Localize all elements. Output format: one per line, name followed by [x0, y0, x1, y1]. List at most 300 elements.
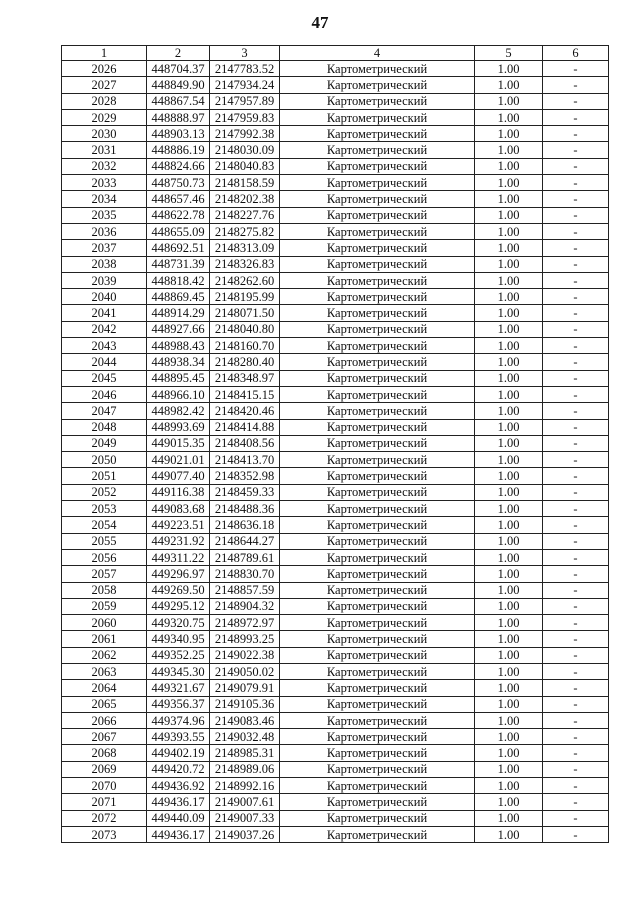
method-cell: Картометрический [280, 761, 475, 777]
method-cell: Картометрический [280, 142, 475, 158]
method-cell: Картометрический [280, 305, 475, 321]
note-cell: - [543, 452, 609, 468]
y-coordinate-cell: 2148415.15 [210, 386, 280, 402]
note-cell: - [543, 549, 609, 565]
method-cell: Картометрический [280, 484, 475, 500]
point-number-cell: 2049 [62, 435, 147, 451]
x-coordinate-cell: 448849.90 [147, 77, 210, 93]
note-cell: - [543, 305, 609, 321]
y-coordinate-cell: 2148488.36 [210, 501, 280, 517]
note-cell: - [543, 419, 609, 435]
table-row [62, 794, 609, 810]
note-cell: - [543, 256, 609, 272]
table-row [62, 77, 609, 93]
accuracy-cell: 1.00 [475, 370, 543, 386]
x-coordinate-cell: 448888.97 [147, 109, 210, 125]
method-cell: Картометрический [280, 77, 475, 93]
accuracy-cell: 1.00 [475, 517, 543, 533]
method-cell: Картометрический [280, 240, 475, 256]
method-cell: Картометрический [280, 175, 475, 191]
note-cell: - [543, 501, 609, 517]
accuracy-cell: 1.00 [475, 582, 543, 598]
method-cell: Картометрический [280, 272, 475, 288]
x-coordinate-cell: 448895.45 [147, 370, 210, 386]
note-cell: - [543, 468, 609, 484]
point-number-cell: 2062 [62, 647, 147, 663]
method-cell: Картометрический [280, 663, 475, 679]
x-coordinate-cell: 449320.75 [147, 615, 210, 631]
note-cell: - [543, 598, 609, 614]
note-cell: - [543, 207, 609, 223]
accuracy-cell: 1.00 [475, 93, 543, 109]
y-coordinate-cell: 2148414.88 [210, 419, 280, 435]
table-row [62, 321, 609, 337]
note-cell: - [543, 810, 609, 826]
y-coordinate-cell: 2148280.40 [210, 354, 280, 370]
table-row [62, 826, 609, 842]
accuracy-cell: 1.00 [475, 631, 543, 647]
point-number-cell: 2056 [62, 549, 147, 565]
accuracy-cell: 1.00 [475, 207, 543, 223]
y-coordinate-cell: 2149105.36 [210, 696, 280, 712]
table-row [62, 207, 609, 223]
y-coordinate-cell: 2148313.09 [210, 240, 280, 256]
point-number-cell: 2067 [62, 729, 147, 745]
method-cell: Картометрический [280, 207, 475, 223]
table-row [62, 272, 609, 288]
point-number-cell: 2060 [62, 615, 147, 631]
accuracy-cell: 1.00 [475, 615, 543, 631]
point-number-cell: 2068 [62, 745, 147, 761]
y-coordinate-cell: 2148904.32 [210, 598, 280, 614]
table-row [62, 598, 609, 614]
accuracy-cell: 1.00 [475, 810, 543, 826]
accuracy-cell: 1.00 [475, 794, 543, 810]
point-number-cell: 2051 [62, 468, 147, 484]
note-cell: - [543, 517, 609, 533]
point-number-cell: 2065 [62, 696, 147, 712]
method-cell: Картометрический [280, 680, 475, 696]
method-cell: Картометрический [280, 794, 475, 810]
x-coordinate-cell: 449021.01 [147, 452, 210, 468]
method-cell: Картометрический [280, 549, 475, 565]
y-coordinate-cell: 2148408.56 [210, 435, 280, 451]
accuracy-cell: 1.00 [475, 647, 543, 663]
x-coordinate-cell: 449015.35 [147, 435, 210, 451]
accuracy-cell: 1.00 [475, 175, 543, 191]
table-row [62, 631, 609, 647]
point-number-cell: 2057 [62, 566, 147, 582]
table-header-row [62, 46, 609, 61]
table-row [62, 468, 609, 484]
note-cell: - [543, 93, 609, 109]
y-coordinate-cell: 2147992.38 [210, 126, 280, 142]
table-row [62, 501, 609, 517]
y-coordinate-cell: 2148158.59 [210, 175, 280, 191]
accuracy-cell: 1.00 [475, 61, 543, 77]
note-cell: - [543, 403, 609, 419]
table-row [62, 484, 609, 500]
method-cell: Картометрический [280, 338, 475, 354]
method-cell: Картометрический [280, 468, 475, 484]
y-coordinate-cell: 2148195.99 [210, 289, 280, 305]
method-cell: Картометрический [280, 729, 475, 745]
x-coordinate-cell: 449116.38 [147, 484, 210, 500]
table-row [62, 745, 609, 761]
method-cell: Картометрический [280, 615, 475, 631]
method-cell: Картометрический [280, 810, 475, 826]
table-row [62, 305, 609, 321]
method-cell: Картометрический [280, 419, 475, 435]
x-coordinate-cell: 449440.09 [147, 810, 210, 826]
point-number-cell: 2041 [62, 305, 147, 321]
note-cell: - [543, 566, 609, 582]
y-coordinate-cell: 2148202.38 [210, 191, 280, 207]
y-coordinate-cell: 2149007.61 [210, 794, 280, 810]
x-coordinate-cell: 449340.95 [147, 631, 210, 647]
accuracy-cell: 1.00 [475, 826, 543, 842]
y-coordinate-cell: 2148040.83 [210, 158, 280, 174]
point-number-cell: 2054 [62, 517, 147, 533]
point-number-cell: 2055 [62, 533, 147, 549]
x-coordinate-cell: 448988.43 [147, 338, 210, 354]
note-cell: - [543, 175, 609, 191]
method-cell: Картометрический [280, 582, 475, 598]
x-coordinate-cell: 448993.69 [147, 419, 210, 435]
x-coordinate-cell: 448966.10 [147, 386, 210, 402]
x-coordinate-cell: 448927.66 [147, 321, 210, 337]
point-number-cell: 2061 [62, 631, 147, 647]
x-coordinate-cell: 448886.19 [147, 142, 210, 158]
accuracy-cell: 1.00 [475, 77, 543, 93]
note-cell: - [543, 191, 609, 207]
method-cell: Картометрический [280, 517, 475, 533]
y-coordinate-cell: 2148420.46 [210, 403, 280, 419]
point-number-cell: 2040 [62, 289, 147, 305]
note-cell: - [543, 354, 609, 370]
accuracy-cell: 1.00 [475, 256, 543, 272]
y-coordinate-cell: 2148992.16 [210, 778, 280, 794]
y-coordinate-cell: 2149079.91 [210, 680, 280, 696]
y-coordinate-cell: 2147783.52 [210, 61, 280, 77]
accuracy-cell: 1.00 [475, 696, 543, 712]
method-cell: Картометрический [280, 452, 475, 468]
method-cell: Картометрический [280, 566, 475, 582]
x-coordinate-cell: 449083.68 [147, 501, 210, 517]
y-coordinate-cell: 2148413.70 [210, 452, 280, 468]
accuracy-cell: 1.00 [475, 338, 543, 354]
y-coordinate-cell: 2148071.50 [210, 305, 280, 321]
accuracy-cell: 1.00 [475, 289, 543, 305]
table-row [62, 403, 609, 419]
method-cell: Картометрический [280, 435, 475, 451]
method-cell: Картометрический [280, 501, 475, 517]
table-row [62, 663, 609, 679]
point-number-cell: 2072 [62, 810, 147, 826]
method-cell: Картометрический [280, 826, 475, 842]
y-coordinate-cell: 2148160.70 [210, 338, 280, 354]
table-row [62, 158, 609, 174]
column-header: 1 [62, 46, 147, 61]
x-coordinate-cell: 449223.51 [147, 517, 210, 533]
x-coordinate-cell: 449296.97 [147, 566, 210, 582]
y-coordinate-cell: 2148830.70 [210, 566, 280, 582]
y-coordinate-cell: 2148857.59 [210, 582, 280, 598]
accuracy-cell: 1.00 [475, 484, 543, 500]
accuracy-cell: 1.00 [475, 419, 543, 435]
note-cell: - [543, 61, 609, 77]
y-coordinate-cell: 2148789.61 [210, 549, 280, 565]
note-cell: - [543, 386, 609, 402]
y-coordinate-cell: 2147959.83 [210, 109, 280, 125]
point-number-cell: 2069 [62, 761, 147, 777]
accuracy-cell: 1.00 [475, 729, 543, 745]
accuracy-cell: 1.00 [475, 533, 543, 549]
note-cell: - [543, 729, 609, 745]
accuracy-cell: 1.00 [475, 109, 543, 125]
x-coordinate-cell: 449420.72 [147, 761, 210, 777]
accuracy-cell: 1.00 [475, 272, 543, 288]
note-cell: - [543, 435, 609, 451]
y-coordinate-cell: 2147957.89 [210, 93, 280, 109]
y-coordinate-cell: 2148636.18 [210, 517, 280, 533]
point-number-cell: 2027 [62, 77, 147, 93]
column-header: 6 [543, 46, 609, 61]
note-cell: - [543, 680, 609, 696]
accuracy-cell: 1.00 [475, 778, 543, 794]
point-number-cell: 2036 [62, 223, 147, 239]
table-row [62, 549, 609, 565]
x-coordinate-cell: 449436.17 [147, 826, 210, 842]
method-cell: Картометрический [280, 256, 475, 272]
table-row [62, 419, 609, 435]
note-cell: - [543, 761, 609, 777]
point-number-cell: 2071 [62, 794, 147, 810]
method-cell: Картометрический [280, 696, 475, 712]
x-coordinate-cell: 449231.92 [147, 533, 210, 549]
page-number: 47 [311, 13, 329, 32]
y-coordinate-cell: 2149007.33 [210, 810, 280, 826]
note-cell: - [543, 272, 609, 288]
table-row [62, 647, 609, 663]
x-coordinate-cell: 449374.96 [147, 712, 210, 728]
x-coordinate-cell: 449436.17 [147, 794, 210, 810]
accuracy-cell: 1.00 [475, 240, 543, 256]
x-coordinate-cell: 448818.42 [147, 272, 210, 288]
column-header: 2 [147, 46, 210, 61]
table-row [62, 582, 609, 598]
point-number-cell: 2039 [62, 272, 147, 288]
table-row [62, 517, 609, 533]
accuracy-cell: 1.00 [475, 745, 543, 761]
point-number-cell: 2059 [62, 598, 147, 614]
x-coordinate-cell: 448655.09 [147, 223, 210, 239]
x-coordinate-cell: 448869.45 [147, 289, 210, 305]
accuracy-cell: 1.00 [475, 566, 543, 582]
table-row [62, 452, 609, 468]
table-row [62, 729, 609, 745]
note-cell: - [543, 778, 609, 794]
x-coordinate-cell: 448657.46 [147, 191, 210, 207]
point-number-cell: 2031 [62, 142, 147, 158]
y-coordinate-cell: 2149032.48 [210, 729, 280, 745]
x-coordinate-cell: 449356.37 [147, 696, 210, 712]
y-coordinate-cell: 2148989.06 [210, 761, 280, 777]
table-row [62, 533, 609, 549]
point-number-cell: 2064 [62, 680, 147, 696]
accuracy-cell: 1.00 [475, 598, 543, 614]
method-cell: Картометрический [280, 321, 475, 337]
table-row [62, 223, 609, 239]
accuracy-cell: 1.00 [475, 191, 543, 207]
accuracy-cell: 1.00 [475, 468, 543, 484]
table-row [62, 93, 609, 109]
x-coordinate-cell: 449269.50 [147, 582, 210, 598]
point-number-cell: 2035 [62, 207, 147, 223]
y-coordinate-cell: 2148227.76 [210, 207, 280, 223]
accuracy-cell: 1.00 [475, 663, 543, 679]
accuracy-cell: 1.00 [475, 354, 543, 370]
y-coordinate-cell: 2149022.38 [210, 647, 280, 663]
x-coordinate-cell: 448914.29 [147, 305, 210, 321]
table-row [62, 615, 609, 631]
y-coordinate-cell: 2148040.80 [210, 321, 280, 337]
table-row [62, 240, 609, 256]
y-coordinate-cell: 2148644.27 [210, 533, 280, 549]
method-cell: Картометрический [280, 386, 475, 402]
x-coordinate-cell: 449311.22 [147, 549, 210, 565]
y-coordinate-cell: 2149083.46 [210, 712, 280, 728]
note-cell: - [543, 223, 609, 239]
point-number-cell: 2047 [62, 403, 147, 419]
y-coordinate-cell: 2148030.09 [210, 142, 280, 158]
note-cell: - [543, 126, 609, 142]
note-cell: - [543, 712, 609, 728]
table-row [62, 126, 609, 142]
table-row [62, 142, 609, 158]
note-cell: - [543, 663, 609, 679]
x-coordinate-cell: 448903.13 [147, 126, 210, 142]
x-coordinate-cell: 449345.30 [147, 663, 210, 679]
accuracy-cell: 1.00 [475, 501, 543, 517]
table-row [62, 778, 609, 794]
note-cell: - [543, 582, 609, 598]
table-row [62, 435, 609, 451]
method-cell: Картометрический [280, 370, 475, 386]
method-cell: Картометрический [280, 631, 475, 647]
x-coordinate-cell: 449321.67 [147, 680, 210, 696]
column-header: 4 [280, 46, 475, 61]
method-cell: Картометрический [280, 109, 475, 125]
accuracy-cell: 1.00 [475, 549, 543, 565]
table-row [62, 386, 609, 402]
y-coordinate-cell: 2149050.02 [210, 663, 280, 679]
point-number-cell: 2050 [62, 452, 147, 468]
x-coordinate-cell: 448704.37 [147, 61, 210, 77]
note-cell: - [543, 794, 609, 810]
accuracy-cell: 1.00 [475, 403, 543, 419]
y-coordinate-cell: 2148348.97 [210, 370, 280, 386]
x-coordinate-cell: 448731.39 [147, 256, 210, 272]
table-row [62, 256, 609, 272]
y-coordinate-cell: 2148352.98 [210, 468, 280, 484]
accuracy-cell: 1.00 [475, 223, 543, 239]
method-cell: Картометрический [280, 778, 475, 794]
table-row [62, 761, 609, 777]
note-cell: - [543, 484, 609, 500]
x-coordinate-cell: 448824.66 [147, 158, 210, 174]
table-body [62, 61, 609, 843]
y-coordinate-cell: 2148993.25 [210, 631, 280, 647]
point-number-cell: 2044 [62, 354, 147, 370]
x-coordinate-cell: 449393.55 [147, 729, 210, 745]
x-coordinate-cell: 448692.51 [147, 240, 210, 256]
column-header: 3 [210, 46, 280, 61]
point-number-cell: 2033 [62, 175, 147, 191]
point-number-cell: 2034 [62, 191, 147, 207]
y-coordinate-cell: 2148972.97 [210, 615, 280, 631]
coordinates-table [61, 45, 609, 843]
point-number-cell: 2030 [62, 126, 147, 142]
accuracy-cell: 1.00 [475, 142, 543, 158]
x-coordinate-cell: 448622.78 [147, 207, 210, 223]
x-coordinate-cell: 448938.34 [147, 354, 210, 370]
table-row [62, 175, 609, 191]
y-coordinate-cell: 2149037.26 [210, 826, 280, 842]
method-cell: Картометрический [280, 61, 475, 77]
method-cell: Картометрический [280, 745, 475, 761]
accuracy-cell: 1.00 [475, 386, 543, 402]
method-cell: Картометрический [280, 712, 475, 728]
y-coordinate-cell: 2147934.24 [210, 77, 280, 93]
accuracy-cell: 1.00 [475, 761, 543, 777]
table-row [62, 61, 609, 77]
table-row [62, 680, 609, 696]
y-coordinate-cell: 2148459.33 [210, 484, 280, 500]
method-cell: Картометрический [280, 289, 475, 305]
note-cell: - [543, 289, 609, 305]
x-coordinate-cell: 448982.42 [147, 403, 210, 419]
point-number-cell: 2058 [62, 582, 147, 598]
x-coordinate-cell: 449295.12 [147, 598, 210, 614]
note-cell: - [543, 631, 609, 647]
note-cell: - [543, 647, 609, 663]
table-row [62, 810, 609, 826]
note-cell: - [543, 533, 609, 549]
accuracy-cell: 1.00 [475, 452, 543, 468]
note-cell: - [543, 745, 609, 761]
y-coordinate-cell: 2148985.31 [210, 745, 280, 761]
note-cell: - [543, 142, 609, 158]
method-cell: Картометрический [280, 647, 475, 663]
table-row [62, 191, 609, 207]
point-number-cell: 2026 [62, 61, 147, 77]
point-number-cell: 2046 [62, 386, 147, 402]
method-cell: Картометрический [280, 403, 475, 419]
accuracy-cell: 1.00 [475, 126, 543, 142]
method-cell: Картометрический [280, 158, 475, 174]
note-cell: - [543, 615, 609, 631]
method-cell: Картометрический [280, 533, 475, 549]
note-cell: - [543, 696, 609, 712]
point-number-cell: 2063 [62, 663, 147, 679]
accuracy-cell: 1.00 [475, 321, 543, 337]
method-cell: Картометрический [280, 191, 475, 207]
point-number-cell: 2038 [62, 256, 147, 272]
table-row [62, 338, 609, 354]
point-number-cell: 2052 [62, 484, 147, 500]
note-cell: - [543, 109, 609, 125]
